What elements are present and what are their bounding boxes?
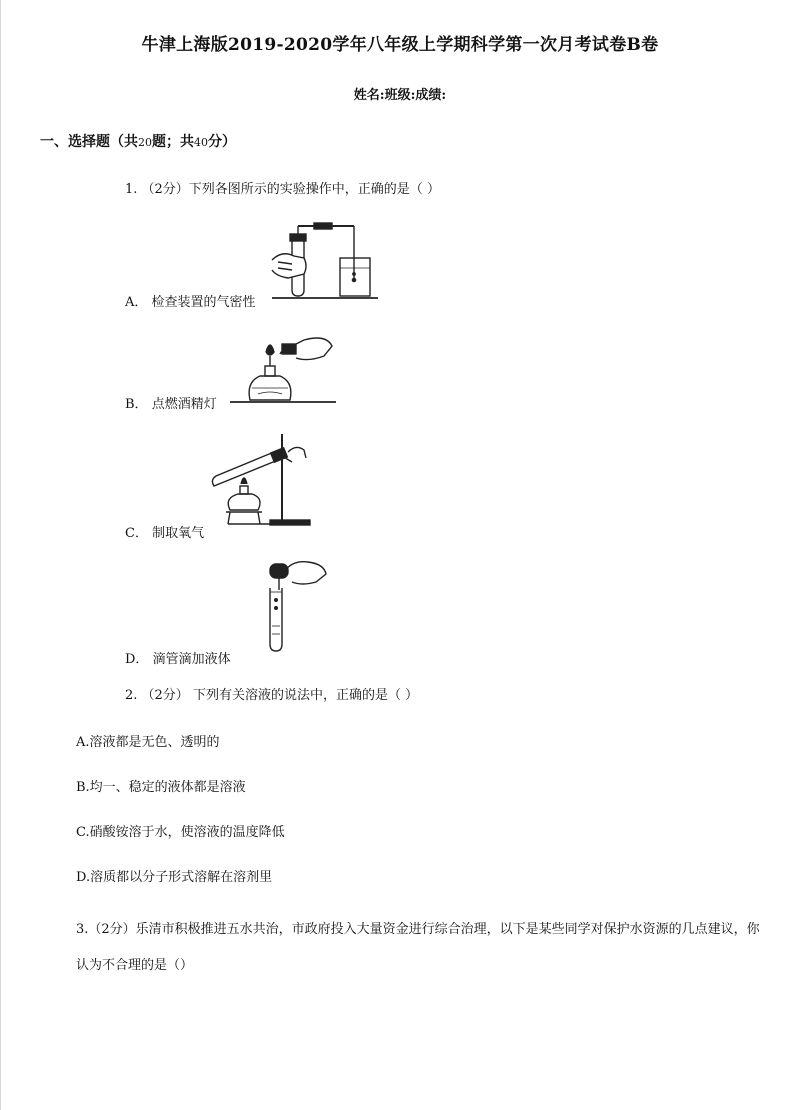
question-1-option-b — [125, 393, 217, 412]
option-a-letter: A． — [125, 295, 148, 310]
figure-dropper-adding-liquid — [262, 556, 328, 652]
option-d-letter: D． — [125, 652, 149, 667]
section-question-count: 20 — [138, 136, 152, 149]
question-2-stem: 2. （2分） 下列有关溶液的说法中，正确的是（ ） — [125, 688, 419, 703]
figure-air-tightness-check — [268, 220, 380, 302]
question-2-option-a: A.溶液都是无色、透明的 — [76, 735, 220, 750]
question-2-option-c: C.硝酸铵溶于水，使溶液的温度降低 — [76, 825, 285, 840]
section-title-suffix: 分） — [208, 134, 236, 150]
section-total-points: 40 — [194, 136, 208, 149]
figure-oxygen-preparation — [208, 432, 312, 528]
option-d-text: 滴管滴加液体 — [152, 652, 231, 667]
option-c-letter: C． — [125, 526, 148, 541]
section-header — [40, 131, 236, 151]
question-1-option-c — [125, 522, 204, 541]
option-b-letter: B． — [125, 397, 148, 412]
question-1-option-a — [125, 291, 256, 310]
student-info-line: 姓名:班级:成绩: — [353, 88, 447, 103]
question-3-stem: 3.（2分）乐清市积极推进五水共治，市政府投入大量资金进行综合治理，以下是某些同学对保护水资源的几点建议，你认为不合理的是（） — [76, 922, 760, 973]
option-b-text: 点燃酒精灯 — [151, 397, 217, 412]
section-title-prefix: 一、选择题（共 — [40, 134, 138, 150]
section-title-mid: 题；共 — [152, 134, 194, 150]
question-2-option-b: B.均一、稳定的液体都是溶液 — [76, 780, 246, 795]
question-2-option-d: D.溶质都以分子形式溶解在溶剂里 — [76, 870, 273, 885]
page-left-edge — [0, 0, 1, 1110]
question-1-stem: 1. （2分）下列各图所示的实验操作中，正确的是（ ） — [125, 182, 440, 197]
option-c-text: 制取氧气 — [152, 526, 205, 541]
exam-title: 牛津上海版2019-2020学年八年级上学期科学第一次月考试卷B卷 — [141, 35, 659, 55]
question-1-option-d — [125, 648, 231, 667]
figure-lighting-alcohol-lamp — [228, 332, 338, 406]
option-a-text: 检查装置的气密性 — [151, 295, 256, 310]
